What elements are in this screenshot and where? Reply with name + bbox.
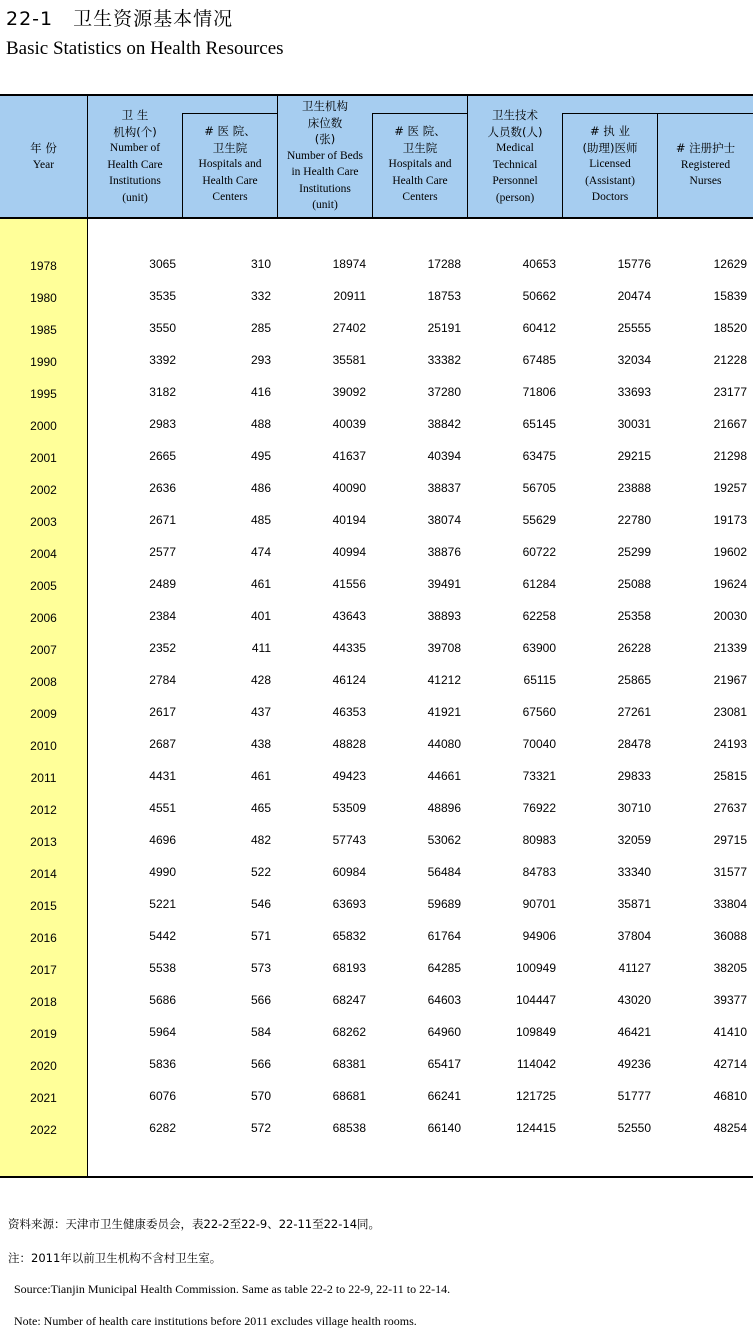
cell-doctors: 32059 <box>617 833 651 847</box>
table-row <box>0 986 753 1018</box>
cell-beds: 68247 <box>332 993 366 1007</box>
cell-personnel: 109849 <box>515 1025 556 1039</box>
cell-inst-hospitals: 571 <box>250 929 271 943</box>
table-row <box>0 954 753 986</box>
cell-beds: 41556 <box>332 577 366 591</box>
cell-doctors: 22780 <box>617 513 651 527</box>
cell-beds-hospitals: 38876 <box>427 545 461 559</box>
source-note-en: Source:Tianjin Municipal Health Commission. Same as table 22-2 to 22-9, 22-11 to 22-14. <box>14 1282 451 1296</box>
cell-nurses: 20030 <box>713 609 747 623</box>
cell-inst-hospitals: 465 <box>250 801 271 815</box>
cell-year: 1978 <box>30 259 57 273</box>
cell-beds: 57743 <box>332 833 366 847</box>
cell-inst-hospitals: 566 <box>250 1057 271 1071</box>
header-inst-hospitals: # 医 院、 卫生院 Hospitals and Health Care Centers <box>198 124 262 203</box>
cell-inst-hospitals: 522 <box>250 865 271 879</box>
cell-inst-hospitals: 437 <box>250 705 271 719</box>
cell-doctors: 28478 <box>617 737 651 751</box>
header-doctors: # 执 业 (助理)医师 Licensed (Assistant) Doctors <box>582 124 638 203</box>
table-row <box>0 634 753 666</box>
cell-inst-hospitals: 572 <box>250 1121 271 1135</box>
cell-nurses: 21228 <box>713 353 747 367</box>
cell-inst-hospitals: 495 <box>250 449 271 463</box>
cell-institutions: 3065 <box>149 257 176 271</box>
cell-doctors: 23888 <box>617 481 651 495</box>
cell-beds-hospitals: 66241 <box>427 1089 461 1103</box>
table-row <box>0 1018 753 1050</box>
cell-beds-hospitals: 25191 <box>427 321 461 335</box>
cell-beds-hospitals: 39708 <box>427 641 461 655</box>
cell-inst-hospitals: 474 <box>250 545 271 559</box>
cell-beds-hospitals: 59689 <box>427 897 461 911</box>
cell-year: 2018 <box>30 995 57 1009</box>
cell-inst-hospitals: 461 <box>250 577 271 591</box>
header-personnel: 卫生技术 人员数(人) Medical Technical Personnel (person) <box>487 108 543 204</box>
cell-year: 2021 <box>30 1091 57 1105</box>
cell-year: 2006 <box>30 611 57 625</box>
cell-beds-hospitals: 65417 <box>427 1057 461 1071</box>
cell-inst-hospitals: 438 <box>250 737 271 751</box>
cell-personnel: 100949 <box>515 961 556 975</box>
cell-beds: 35581 <box>332 353 366 367</box>
cell-inst-hospitals: 570 <box>250 1089 271 1103</box>
cell-beds: 60984 <box>332 865 366 879</box>
cell-personnel: 114042 <box>516 1057 556 1071</box>
cell-beds-hospitals: 61764 <box>427 929 461 943</box>
cell-beds-hospitals: 64603 <box>427 993 461 1007</box>
cell-year: 2001 <box>30 451 57 465</box>
cell-beds: 48828 <box>332 737 366 751</box>
table-row <box>0 1050 753 1082</box>
cell-personnel: 62258 <box>522 609 556 623</box>
cell-doctors: 49236 <box>617 1057 651 1071</box>
cell-year: 1995 <box>30 387 57 401</box>
cell-personnel: 60722 <box>522 545 556 559</box>
cell-institutions: 5964 <box>149 1025 176 1039</box>
cell-nurses: 21967 <box>713 673 747 687</box>
footnote-en: Note: Number of health care institutions before 2011 excludes village health rooms. <box>14 1314 417 1328</box>
table-row <box>0 378 753 410</box>
cell-beds: 46353 <box>332 705 366 719</box>
cell-year: 2020 <box>30 1059 57 1073</box>
cell-nurses: 19173 <box>713 513 747 527</box>
cell-beds-hospitals: 41212 <box>427 673 461 687</box>
cell-year: 2013 <box>30 835 57 849</box>
cell-institutions: 5538 <box>149 961 176 975</box>
cell-institutions: 2687 <box>149 737 176 751</box>
cell-institutions: 5442 <box>149 929 176 943</box>
cell-inst-hospitals: 546 <box>250 897 271 911</box>
cell-inst-hospitals: 310 <box>250 257 271 271</box>
cell-nurses: 33804 <box>713 897 747 911</box>
cell-doctors: 25358 <box>617 609 651 623</box>
cell-inst-hospitals: 573 <box>250 961 271 975</box>
cell-year: 2003 <box>30 515 57 529</box>
table-bottom-rule <box>0 1176 753 1178</box>
table-row <box>0 762 753 794</box>
cell-beds: 53509 <box>332 801 366 815</box>
table-number: 22-1 <box>6 8 54 30</box>
cell-institutions: 2577 <box>149 545 176 559</box>
cell-inst-hospitals: 411 <box>251 641 271 655</box>
cell-doctors: 35871 <box>617 897 651 911</box>
cell-institutions: 3392 <box>149 353 176 367</box>
cell-inst-hospitals: 584 <box>250 1025 271 1039</box>
header-bottom-rule <box>0 217 753 219</box>
cell-beds: 68538 <box>332 1121 366 1135</box>
cell-nurses: 42714 <box>713 1057 747 1071</box>
cell-year: 2012 <box>30 803 57 817</box>
cell-institutions: 5836 <box>149 1057 176 1071</box>
cell-beds: 68681 <box>332 1089 366 1103</box>
footnote-cn: 注：2011年以前卫生机构不含村卫生室。 <box>8 1251 222 1265</box>
table-row <box>0 410 753 442</box>
cell-institutions: 6282 <box>149 1121 176 1135</box>
cell-beds-hospitals: 38074 <box>427 513 461 527</box>
cell-personnel: 60412 <box>522 321 556 335</box>
cell-institutions: 3550 <box>149 321 176 335</box>
cell-nurses: 25815 <box>713 769 747 783</box>
cell-inst-hospitals: 332 <box>250 289 271 303</box>
cell-beds-hospitals: 64960 <box>427 1025 461 1039</box>
cell-beds-hospitals: 41921 <box>427 705 461 719</box>
cell-beds: 63693 <box>332 897 366 911</box>
cell-doctors: 15776 <box>617 257 651 271</box>
cell-nurses: 21298 <box>713 449 747 463</box>
cell-nurses: 23081 <box>713 705 747 719</box>
header-beds-hospitals: # 医 院、 卫生院 Hospitals and Health Care Centers <box>388 124 452 203</box>
cell-inst-hospitals: 416 <box>250 385 271 399</box>
header-year: 年 份 Year <box>30 141 57 171</box>
cell-nurses: 36088 <box>713 929 747 943</box>
table-row <box>0 282 753 314</box>
cell-beds: 65832 <box>332 929 366 943</box>
table-row <box>0 442 753 474</box>
cell-doctors: 46421 <box>617 1025 651 1039</box>
cell-personnel: 90701 <box>522 897 556 911</box>
cell-doctors: 29215 <box>617 449 651 463</box>
cell-year: 2011 <box>30 771 57 785</box>
cell-personnel: 124415 <box>515 1121 556 1135</box>
table-row <box>0 858 753 890</box>
cell-year: 2015 <box>30 899 57 913</box>
cell-nurses: 21667 <box>713 417 747 431</box>
cell-nurses: 19624 <box>713 577 747 591</box>
cell-beds: 49423 <box>332 769 366 783</box>
page-title-en: Basic Statistics on Health Resources <box>6 38 284 59</box>
cell-beds-hospitals: 53062 <box>427 833 461 847</box>
cell-year: 2016 <box>30 931 57 945</box>
cell-beds: 20911 <box>333 289 366 303</box>
cell-institutions: 3182 <box>149 385 176 399</box>
cell-institutions: 2671 <box>149 513 176 527</box>
cell-inst-hospitals: 485 <box>250 513 271 527</box>
cell-inst-hospitals: 461 <box>250 769 271 783</box>
cell-institutions: 2384 <box>149 609 176 623</box>
header-nurses: # 注册护士 Registered Nurses <box>675 141 736 187</box>
cell-beds-hospitals: 33382 <box>427 353 461 367</box>
cell-inst-hospitals: 285 <box>250 321 271 335</box>
cell-personnel: 65115 <box>523 673 556 687</box>
cell-personnel: 63900 <box>522 641 556 655</box>
cell-year: 2004 <box>30 547 57 561</box>
cell-beds: 44335 <box>332 641 366 655</box>
cell-nurses: 15839 <box>713 289 747 303</box>
cell-inst-hospitals: 488 <box>250 417 271 431</box>
cell-doctors: 33693 <box>617 385 651 399</box>
cell-nurses: 46810 <box>713 1089 747 1103</box>
cell-beds: 43643 <box>332 609 366 623</box>
cell-doctors: 25088 <box>617 577 651 591</box>
cell-year: 2000 <box>30 419 57 433</box>
table-row <box>0 922 753 954</box>
cell-beds-hospitals: 37280 <box>427 385 461 399</box>
cell-beds-hospitals: 39491 <box>427 577 461 591</box>
header-beds: 卫生机构 床位数 (张) Number of Beds in Health Care Institutions (unit) <box>286 99 363 211</box>
cell-nurses: 19257 <box>713 481 747 495</box>
cell-year: 2022 <box>30 1123 57 1137</box>
cell-institutions: 2489 <box>149 577 176 591</box>
cell-beds-hospitals: 64285 <box>427 961 461 975</box>
cell-beds-hospitals: 44661 <box>427 769 461 783</box>
cell-institutions: 3535 <box>149 289 176 303</box>
table-row <box>0 506 753 538</box>
cell-beds-hospitals: 38842 <box>427 417 461 431</box>
cell-institutions: 2617 <box>149 705 176 719</box>
cell-doctors: 37804 <box>617 929 651 943</box>
cell-beds: 40194 <box>332 513 366 527</box>
cell-personnel: 76922 <box>522 801 556 815</box>
cell-nurses: 19602 <box>713 545 747 559</box>
cell-beds-hospitals: 66140 <box>427 1121 461 1135</box>
source-note-cn: 资料来源：天津市卫生健康委员会，表22-2至22-9、22-11至22-14同。 <box>8 1217 381 1231</box>
table-top-rule <box>0 94 753 96</box>
cell-doctors: 27261 <box>617 705 651 719</box>
table-row <box>0 538 753 570</box>
cell-nurses: 24193 <box>713 737 747 751</box>
table-row <box>0 826 753 858</box>
cell-beds: 40039 <box>332 417 366 431</box>
cell-inst-hospitals: 428 <box>250 673 271 687</box>
cell-institutions: 6076 <box>149 1089 176 1103</box>
cell-beds-hospitals: 18753 <box>427 289 461 303</box>
cell-beds-hospitals: 48896 <box>427 801 461 815</box>
cell-nurses: 21339 <box>713 641 747 655</box>
page-title-cn <box>6 4 233 31</box>
cell-personnel: 61284 <box>522 577 556 591</box>
cell-beds-hospitals: 17288 <box>427 257 461 271</box>
cell-inst-hospitals: 482 <box>250 833 271 847</box>
cell-beds: 40090 <box>332 481 366 495</box>
cell-institutions: 4551 <box>149 801 176 815</box>
title-cn-text: 卫生资源基本情况 <box>73 8 234 30</box>
cell-personnel: 71806 <box>522 385 556 399</box>
cell-beds: 41637 <box>332 449 366 463</box>
cell-beds: 46124 <box>332 673 366 687</box>
table-row <box>0 1114 753 1146</box>
cell-doctors: 33340 <box>617 865 651 879</box>
cell-doctors: 29833 <box>617 769 651 783</box>
cell-year: 2002 <box>30 483 57 497</box>
cell-inst-hospitals: 486 <box>250 481 271 495</box>
cell-year: 2009 <box>30 707 57 721</box>
cell-institutions: 2784 <box>149 673 176 687</box>
cell-year: 1990 <box>30 355 57 369</box>
cell-nurses: 29715 <box>713 833 747 847</box>
cell-personnel: 40653 <box>522 257 556 271</box>
table-row <box>0 794 753 826</box>
table-row <box>0 890 753 922</box>
cell-doctors: 25299 <box>617 545 651 559</box>
cell-institutions: 4990 <box>149 865 176 879</box>
cell-institutions: 4431 <box>149 769 176 783</box>
cell-institutions: 4696 <box>149 833 176 847</box>
cell-institutions: 2983 <box>149 417 176 431</box>
cell-doctors: 52550 <box>617 1121 651 1135</box>
cell-year: 2019 <box>30 1027 57 1041</box>
cell-doctors: 25555 <box>617 321 651 335</box>
table-row <box>0 602 753 634</box>
cell-personnel: 84783 <box>522 865 556 879</box>
cell-beds: 68262 <box>332 1025 366 1039</box>
cell-doctors: 25865 <box>617 673 651 687</box>
table-row <box>0 570 753 602</box>
cell-beds-hospitals: 56484 <box>427 865 461 879</box>
cell-year: 2008 <box>30 675 57 689</box>
cell-inst-hospitals: 401 <box>250 609 271 623</box>
cell-personnel: 65145 <box>522 417 556 431</box>
cell-inst-hospitals: 566 <box>250 993 271 1007</box>
cell-doctors: 43020 <box>617 993 651 1007</box>
cell-institutions: 5221 <box>149 897 176 911</box>
cell-institutions: 5686 <box>149 993 176 1007</box>
cell-year: 2005 <box>30 579 57 593</box>
cell-year: 2014 <box>30 867 57 881</box>
cell-nurses: 31577 <box>713 865 747 879</box>
cell-personnel: 73321 <box>522 769 556 783</box>
cell-nurses: 12629 <box>713 257 747 271</box>
cell-doctors: 20474 <box>617 289 651 303</box>
cell-personnel: 50662 <box>522 289 556 303</box>
cell-personnel: 121725 <box>515 1089 556 1103</box>
cell-beds: 27402 <box>332 321 366 335</box>
cell-beds: 40994 <box>332 545 366 559</box>
cell-year: 2017 <box>30 963 57 977</box>
cell-nurses: 38205 <box>713 961 747 975</box>
cell-beds: 68381 <box>332 1057 366 1071</box>
table-row <box>0 1082 753 1114</box>
cell-doctors: 32034 <box>617 353 651 367</box>
cell-nurses: 39377 <box>713 993 747 1007</box>
cell-nurses: 18520 <box>713 321 747 335</box>
header-subrule <box>372 113 468 114</box>
cell-personnel: 63475 <box>522 449 556 463</box>
cell-personnel: 70040 <box>522 737 556 751</box>
cell-nurses: 27637 <box>713 801 747 815</box>
cell-beds-hospitals: 38837 <box>427 481 461 495</box>
cell-personnel: 56705 <box>522 481 556 495</box>
cell-personnel: 67560 <box>522 705 556 719</box>
cell-beds-hospitals: 40394 <box>427 449 461 463</box>
cell-nurses: 48254 <box>713 1121 747 1135</box>
cell-beds: 68193 <box>332 961 366 975</box>
cell-inst-hospitals: 293 <box>250 353 271 367</box>
header-institutions: 卫 生 机构(个) Number of Health Care Institutions (unit) <box>107 108 163 204</box>
header-subrule <box>182 113 278 114</box>
cell-nurses: 23177 <box>713 385 747 399</box>
cell-institutions: 2665 <box>149 449 176 463</box>
cell-institutions: 2352 <box>149 641 176 655</box>
cell-personnel: 104447 <box>515 993 556 1007</box>
cell-doctors: 41127 <box>618 961 651 975</box>
cell-institutions: 2636 <box>149 481 176 495</box>
table-row <box>0 474 753 506</box>
table-row <box>0 346 753 378</box>
cell-year: 1980 <box>30 291 57 305</box>
cell-personnel: 55629 <box>522 513 556 527</box>
cell-beds-hospitals: 44080 <box>427 737 461 751</box>
cell-doctors: 51777 <box>617 1089 651 1103</box>
table-row <box>0 666 753 698</box>
cell-year: 2007 <box>30 643 57 657</box>
cell-year: 2010 <box>30 739 57 753</box>
cell-doctors: 26228 <box>617 641 651 655</box>
cell-doctors: 30710 <box>617 801 651 815</box>
cell-beds: 39092 <box>332 385 366 399</box>
table-row <box>0 730 753 762</box>
header-subrule <box>562 113 753 114</box>
cell-doctors: 30031 <box>617 417 651 431</box>
table-row <box>0 698 753 730</box>
cell-beds-hospitals: 38893 <box>427 609 461 623</box>
table-row <box>0 250 753 282</box>
cell-personnel: 94906 <box>522 929 556 943</box>
cell-nurses: 41410 <box>713 1025 747 1039</box>
cell-beds: 18974 <box>332 257 366 271</box>
cell-year: 1985 <box>30 323 57 337</box>
cell-personnel: 80983 <box>522 833 556 847</box>
cell-personnel: 67485 <box>522 353 556 367</box>
table-row <box>0 314 753 346</box>
